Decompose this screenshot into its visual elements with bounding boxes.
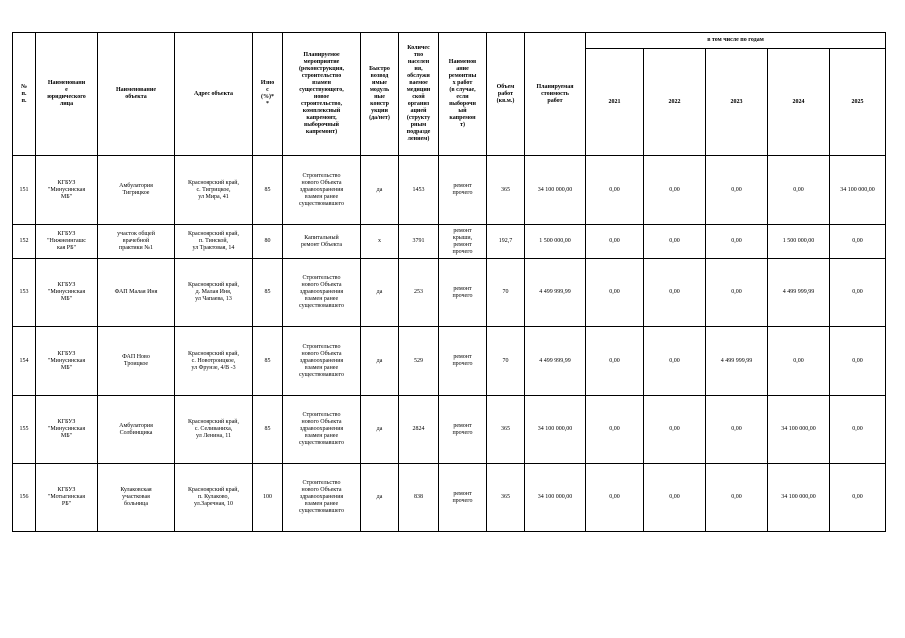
row-2024: 0,00 (768, 156, 830, 225)
row-2023: 0,00 (706, 156, 768, 225)
row-2022: 0,00 (644, 327, 706, 396)
row-num: 151 (13, 156, 36, 225)
row-num: 154 (13, 327, 36, 396)
row-address: Красноярский край, п. Кулаково, ул.Заречная, 10 (175, 464, 253, 532)
row-2022: 0,00 (644, 259, 706, 327)
row-repair: ремонт прочего (439, 396, 487, 464)
row-wear: 85 (253, 327, 283, 396)
row-volume: 70 (487, 327, 525, 396)
row-modular: да (361, 327, 399, 396)
table-row (13, 464, 886, 532)
row-2021: 0,00 (586, 225, 644, 259)
col-planned-header: Планируемое мероприятие (реконструкция, строительство взамен существующего, новое строительство, комплексный капремонт, выборочный капремонт) (283, 33, 361, 156)
objects-table (12, 32, 886, 532)
row-entity: КГБУЗ "Минусинская МБ" (36, 259, 98, 327)
row-volume: 70 (487, 259, 525, 327)
row-repair: ремонт крыши, ремонт прочего (439, 225, 487, 259)
row-num: 153 (13, 259, 36, 327)
row-object: Кулаковская участковая больница (98, 464, 175, 532)
row-address: Красноярский край, с. Новотроицкое, ул Фрунзе, 4/В -3 (175, 327, 253, 396)
table-row (13, 225, 886, 259)
row-2025: 0,00 (830, 225, 886, 259)
row-2025: 0,00 (830, 396, 886, 464)
row-entity: КГБУЗ "Минусинская МБ" (36, 396, 98, 464)
row-volume: 365 (487, 156, 525, 225)
row-num: 152 (13, 225, 36, 259)
row-entity: КГБУЗ "Минусинская МБ" (36, 156, 98, 225)
row-2025: 0,00 (830, 464, 886, 532)
row-wear: 85 (253, 259, 283, 327)
table-row (13, 327, 886, 396)
year-2021-header: 2021 (586, 49, 644, 156)
row-2023: 0,00 (706, 396, 768, 464)
row-cost: 4 499 999,99 (525, 327, 586, 396)
row-volume: 365 (487, 464, 525, 532)
row-volume: 365 (487, 396, 525, 464)
row-2022: 0,00 (644, 464, 706, 532)
row-address: Красноярский край, с. Тигрицкое, ул Мира, 41 (175, 156, 253, 225)
row-cost: 34 100 000,00 (525, 396, 586, 464)
row-2024: 0,00 (768, 327, 830, 396)
table-row (13, 259, 886, 327)
row-wear: 85 (253, 156, 283, 225)
col-cost-header: Планируемая стоимость работ (525, 33, 586, 156)
row-repair: ремонт прочего (439, 259, 487, 327)
row-repair: ремонт прочего (439, 464, 487, 532)
row-people: 529 (399, 327, 439, 396)
col-volume-header: Объем работ (кв.м.) (487, 33, 525, 156)
row-2024: 34 100 000,00 (768, 464, 830, 532)
table-row (13, 396, 886, 464)
table-row (13, 156, 886, 225)
row-entity: КГБУЗ "Нижнеингашс кая РБ" (36, 225, 98, 259)
row-volume: 192,7 (487, 225, 525, 259)
row-people: 3791 (399, 225, 439, 259)
row-modular: да (361, 259, 399, 327)
row-cost: 34 100 000,00 (525, 464, 586, 532)
year-2024-header: 2024 (768, 49, 830, 156)
row-wear: 80 (253, 225, 283, 259)
row-2023: 4 499 999,99 (706, 327, 768, 396)
year-2023-header: 2023 (706, 49, 768, 156)
row-2021: 0,00 (586, 464, 644, 532)
row-cost: 4 499 999,99 (525, 259, 586, 327)
row-planned: Строительство нового Объекта здравоохранения взамен ранее существовавшего (283, 327, 361, 396)
row-2023: 0,00 (706, 464, 768, 532)
row-2021: 0,00 (586, 327, 644, 396)
row-2024: 4 499 999,99 (768, 259, 830, 327)
row-2025: 34 100 000,00 (830, 156, 886, 225)
row-2021: 0,00 (586, 156, 644, 225)
row-cost: 1 500 000,00 (525, 225, 586, 259)
row-people: 2824 (399, 396, 439, 464)
row-address: Красноярский край, с. Селиваниха, ул Ленина, 11 (175, 396, 253, 464)
row-2025: 0,00 (830, 327, 886, 396)
row-2025: 0,00 (830, 259, 886, 327)
row-2023: 0,00 (706, 225, 768, 259)
row-wear: 100 (253, 464, 283, 532)
row-object: ФАП Ново Троицкое (98, 327, 175, 396)
row-planned: Строительство нового Объекта здравоохранения взамен ранее существовавшего (283, 259, 361, 327)
row-2021: 0,00 (586, 396, 644, 464)
row-modular: да (361, 396, 399, 464)
col-legal-entity-header: Наименовани е юридического лица (36, 33, 98, 156)
col-modular-header: Быстро возвод имые модуль ные констр укции (да/нет) (361, 33, 399, 156)
row-people: 838 (399, 464, 439, 532)
row-num: 155 (13, 396, 36, 464)
by-years-header: в том числе по годам (586, 33, 886, 49)
col-address-header: Адрес объекта (175, 33, 253, 156)
col-num-header: № п. п. (13, 33, 36, 156)
row-2022: 0,00 (644, 396, 706, 464)
row-repair: ремонт прочего (439, 156, 487, 225)
row-entity: КГБУЗ "Минусинская МБ" (36, 327, 98, 396)
row-2024: 1 500 000,00 (768, 225, 830, 259)
col-repair-header: Наименов ание ремонтны х работ (в случае, если выборочн ый капремон т) (439, 33, 487, 156)
row-2021: 0,00 (586, 259, 644, 327)
col-object-name-header: Наименование объекта (98, 33, 175, 156)
row-modular: да (361, 156, 399, 225)
year-2022-header: 2022 (644, 49, 706, 156)
row-object: ФАП Малая Иня (98, 259, 175, 327)
row-cost: 34 100 000,00 (525, 156, 586, 225)
row-wear: 85 (253, 396, 283, 464)
row-planned: Капитальный ремонт Объекта (283, 225, 361, 259)
row-object: Амбулатория Солбинщика (98, 396, 175, 464)
col-people-header: Количес тво населен ия, обслужи ваемое медицин ской организ ацией (структу рным подразде лением) (399, 33, 439, 156)
row-people: 253 (399, 259, 439, 327)
row-people: 1453 (399, 156, 439, 225)
row-planned: Строительство нового Объекта здравоохранения взамен ранее существовавшего (283, 156, 361, 225)
col-wear-header: Изно с (%)* * (253, 33, 283, 156)
row-entity: КГБУЗ "Мотыгинская РБ" (36, 464, 98, 532)
row-planned: Строительство нового Объекта здравоохранения взамен ранее существовавшего (283, 396, 361, 464)
row-address: Красноярский край, д. Малая Иня, ул Чапаева, 13 (175, 259, 253, 327)
row-modular: х (361, 225, 399, 259)
row-modular: да (361, 464, 399, 532)
row-num: 156 (13, 464, 36, 532)
row-planned: Строительство нового Объекта здравоохранения взамен ранее существовавшего (283, 464, 361, 532)
row-2023: 0,00 (706, 259, 768, 327)
row-object: участок общей врачебной практики №1 (98, 225, 175, 259)
row-2022: 0,00 (644, 225, 706, 259)
row-repair: ремонт прочего (439, 327, 487, 396)
row-2022: 0,00 (644, 156, 706, 225)
year-2025-header: 2025 (830, 49, 886, 156)
row-object: Амбулатория Тигрицкое (98, 156, 175, 225)
row-address: Красноярский край, п. Тинской, ул Трактовая, 14 (175, 225, 253, 259)
row-2024: 34 100 000,00 (768, 396, 830, 464)
